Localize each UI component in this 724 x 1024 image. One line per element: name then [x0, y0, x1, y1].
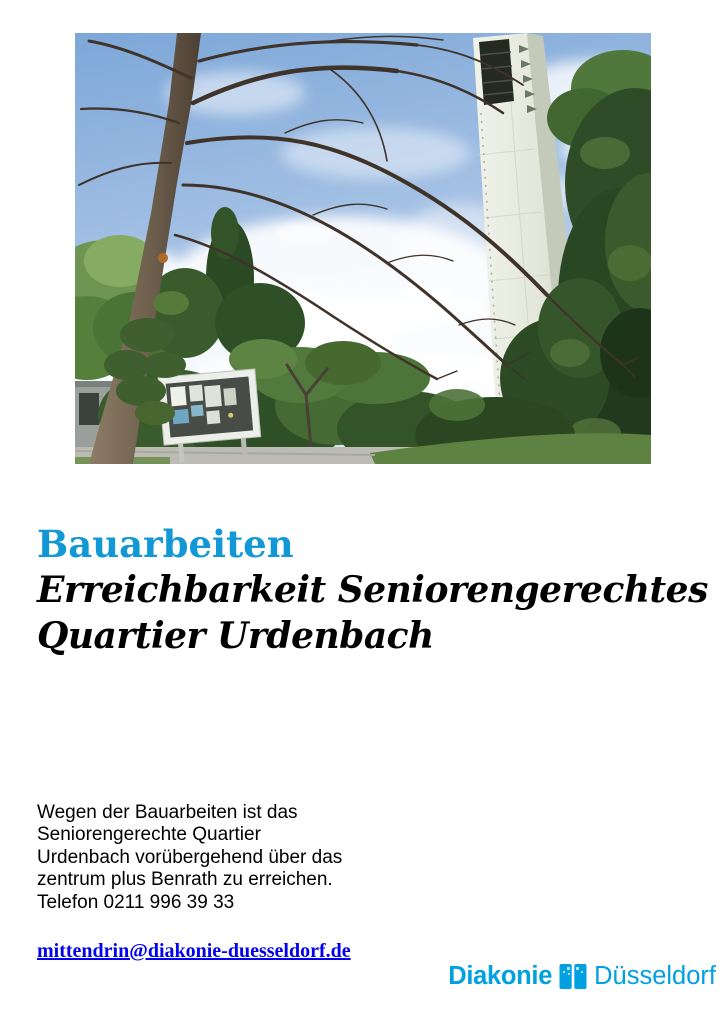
page-title — [37, 567, 708, 659]
email-link[interactable]: mittendrin@diakonie-duesseldorf.de — [37, 940, 351, 962]
page-title-line1: Erreichbarkeit Seniorengerechtes — [37, 569, 708, 611]
church-tower-photo — [75, 33, 651, 464]
page-title-line2: Quartier Urdenbach — [37, 615, 434, 657]
body-line: Seniorengerechte Quartier — [37, 824, 261, 846]
body-paragraph — [37, 802, 342, 914]
body-line: Wegen der Bauarbeiten ist das — [37, 802, 298, 823]
body-line: zentrum plus Benrath zu erreichen. — [37, 869, 333, 891]
logo-brand-text: Diakonie — [448, 962, 553, 990]
body-line: Urdenbach vorübergehend über das — [37, 846, 343, 868]
body-line: Telefon 0211 996 39 33 — [37, 891, 235, 913]
logo-city-text: Düsseldorf — [594, 962, 716, 990]
kicker-heading: Bauarbeiten — [37, 522, 294, 566]
diakonie-tiles-icon — [559, 963, 587, 990]
diakonie-duesseldorf-logo — [448, 961, 716, 991]
